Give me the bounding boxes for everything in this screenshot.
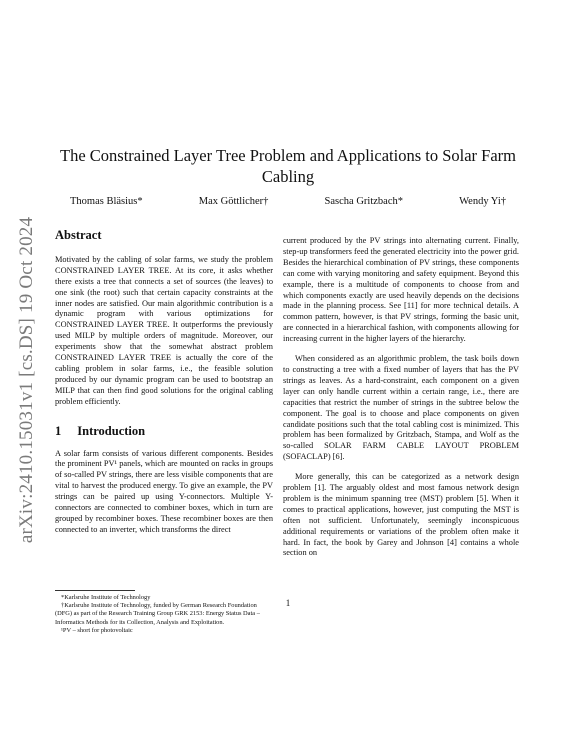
intro-paragraph-1: A solar farm consists of various different components. Besides the prominent PV¹ panels, which are mounted on racks in groups of so-called PV strings, there are less visible components that are vital to harvest the produced energy. To give an example, the PV strings can be paired up using Y-connectors. Multiple Y-connectors are connected to combiner boxes, which in turn are grouped by recombiner boxes. These recombiner boxes are then connected to an inverter, which transforms the direct (55, 448, 273, 534)
abstract-heading: Abstract (55, 228, 102, 242)
author-1: Thomas Bläsius* (70, 196, 143, 207)
left-column (55, 230, 273, 546)
right-column (283, 236, 519, 568)
section-title: Introduction (77, 423, 146, 438)
footnotes (55, 590, 273, 635)
footnote-affiliation-2: †Karlsruhe Institute of Technology, funded by German Research Foundation (DFG) as part of the Research Training Group GRK 2153: Energy Status Data – Informatics Methods for its Collection, Analysis and Exploitation. (55, 602, 260, 626)
footnote-rule (55, 590, 135, 591)
author-list (70, 196, 506, 207)
arxiv-identifier-text: arXiv:2410.15031v1 [cs.DS] 19 Oct 2024 (16, 216, 37, 544)
intro-paragraph-3: When considered as an algorithmic problem, the task boils down to constructing a tree with a fixed number of layers that has the PV strings as leaves. As a hard-constraint, each component on a given layer can only handle current within a certain range, i.e., there are capacities that restrict the number of strings in the subtree below the component. The goal is to choose and place components on given candidate positions such that the total cabling cost is minimized. This problem has been formalized by Gritzbach, Stampa, and Wolf as the so-called SOLAR FARM CABLE LAYOUT PROBLEM (SOFACLAP) [6]. (283, 354, 519, 462)
intro-paragraph-2: current produced by the PV strings into alternating current. Finally, step-up transformers feed the generated electricity into the power grid. Besides the hierarchical combination of PV strings, these components can come with varying monitoring and safety equipment. Beyond this example, there is a multitude of components to choose from and which components exactly are used heavily depends on the decisions made in the planning process. See [11] for more technical details. A common pattern, however, is that PV strings, forming the basic unit, are connected in a hierarchical fashion, with components allowing for increasing current in the higher layers of the hierarchy. (283, 236, 519, 344)
author-3: Sascha Gritzbach* (324, 196, 403, 207)
footnote-affiliation-1: *Karlsruhe Institute of Technology (61, 594, 151, 601)
section-heading-introduction (55, 423, 273, 438)
intro-paragraph-4: More generally, this can be categorized as a network design problem [1]. The arguably oldest and most famous network design problem is the minimum spanning tree (MST) problem [5]. When it comes to practical applications, however, just computing the MST is often not sufficient. Unfortunately, seemingly inconspicuous additional requirements or variations of the problem often make it hard. In fact, the book by Garey and Johnson [4] contains a whole section on (283, 472, 519, 558)
footnote-pv: ¹PV – short for photovoltaic (61, 626, 133, 634)
section-number: 1 (55, 423, 62, 438)
page-number: 1 (285, 598, 291, 608)
author-2: Max Göttlicher† (198, 196, 269, 207)
arxiv-identifier-stamp (14, 200, 40, 560)
abstract-text: Motivated by the cabling of solar farms, we study the problem CONSTRAINED LAYER TREE. At its core, it asks whether there exists a tree that connects a set of sources (the leaves) to one sink (the root) such that certain capacity constraints at the inner nodes are satisfied. Our main algorithmic contribution is a dynamic program with various optimizations for CONSTRAINED LAYER TREE. It outperforms the previously used MILP by multiple orders of magnitude. Moreover, our experiments show that the somewhat abstract problem CONSTRAINED LAYER TREE is actually the core of the cabling problem in solar farms, i.e., the feasible solution produced by our dynamic program can be used to bootstrap an MILP that can then find good solutions for the original cabling problem efficiently. (55, 254, 273, 406)
author-4: Wendy Yi† (459, 196, 506, 207)
paper-title: The Constrained Layer Tree Problem and Applications to Solar Farm Cabling (60, 146, 516, 186)
